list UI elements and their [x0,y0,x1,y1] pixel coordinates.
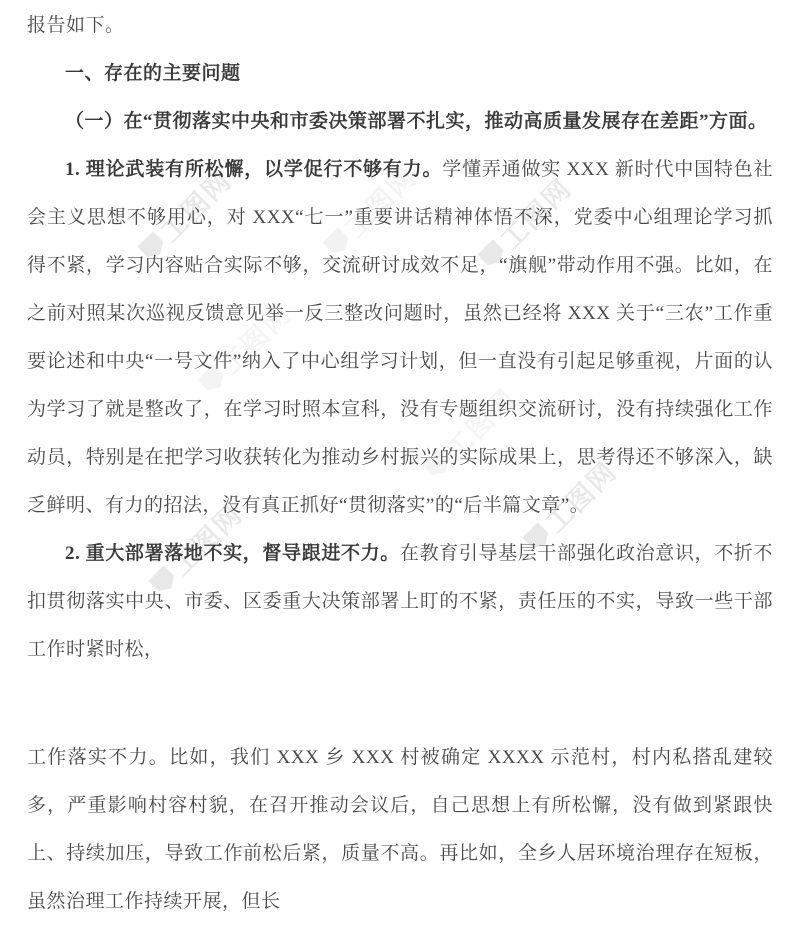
subsection-heading: （一）在“贯彻落实中央和市委决策部署不扎实，推动高质量发展存在差距”方面。 [65,111,768,132]
intro-tail-text: 报告如下。 [27,15,125,36]
paragraph-2 [27,530,773,674]
paragraph-1-lead: 1. 理论武装有所松懈，以学促行不够有力。 [65,159,443,180]
watermark-text: 工图网 [154,164,238,248]
watermark-text: 工图网 [214,297,298,381]
paragraph-2-continued: 工作落实不力。比如，我们 XXX 乡 XXX 村被确定 XXXX 示范村，村内私搭乱建较多，严重影响村容村貌，在召开推动会议后，自己思想上有所松懈，没有做到紧跟快上、持续加压，导致工作前松后紧，质量不高。再比如，全乡人居环境治理存在短板，虽然治理工作持续开展，但长 [27,747,773,912]
watermark-text: 工图网 [339,160,423,244]
page-break-gap [27,674,773,734]
watermark-text: 工图网 [539,455,623,539]
section-heading: 一、存在的主要问题 [65,63,241,84]
paragraph-1 [27,146,773,530]
paragraph-1-body: 学懂弄通做实 XXX 新时代中国特色社会主义思想不够用心，对 XXX“七一”重要讲话精神体悟不深，党委中心组理论学习抓得不紧，学习内容贴合实际不够，交流研讨成效不足，“旗舰”带动作用不强。比如，在之前对照某次巡视反馈意见举一反三整改问题时，虽然已经将 XXX 关于“三农”工作重要论述和中央“一号文件”纳入了中心组学习计划，但一直没有引起足够重视，片面的认为学习了就是整改了，在学习时照本宣科，没有专题组织交流研讨，没有持续强化工作动员，特别是在把学习收获转化为推动乡村振兴的实际成果上，思考得还不够深入，缺乏鲜明、有力的招法，没有真正抓好“贯彻落实”的“后半篇文章”。 [27,159,773,516]
watermark-text: 工图网 [494,172,578,256]
paragraph-2-body: 在教育引导基层干部强化政治意识，不折不扣贯彻落实中央、市委、区委重大决策部署上盯的不紧，责任压的不实，导致一些干部工作时紧时松， [27,543,773,660]
watermark-text: 工图网 [439,382,523,466]
paragraph-2-lead: 2. 重大部署落地不实，督导跟进不力。 [65,543,400,564]
watermark-text: 工图网 [165,498,249,582]
